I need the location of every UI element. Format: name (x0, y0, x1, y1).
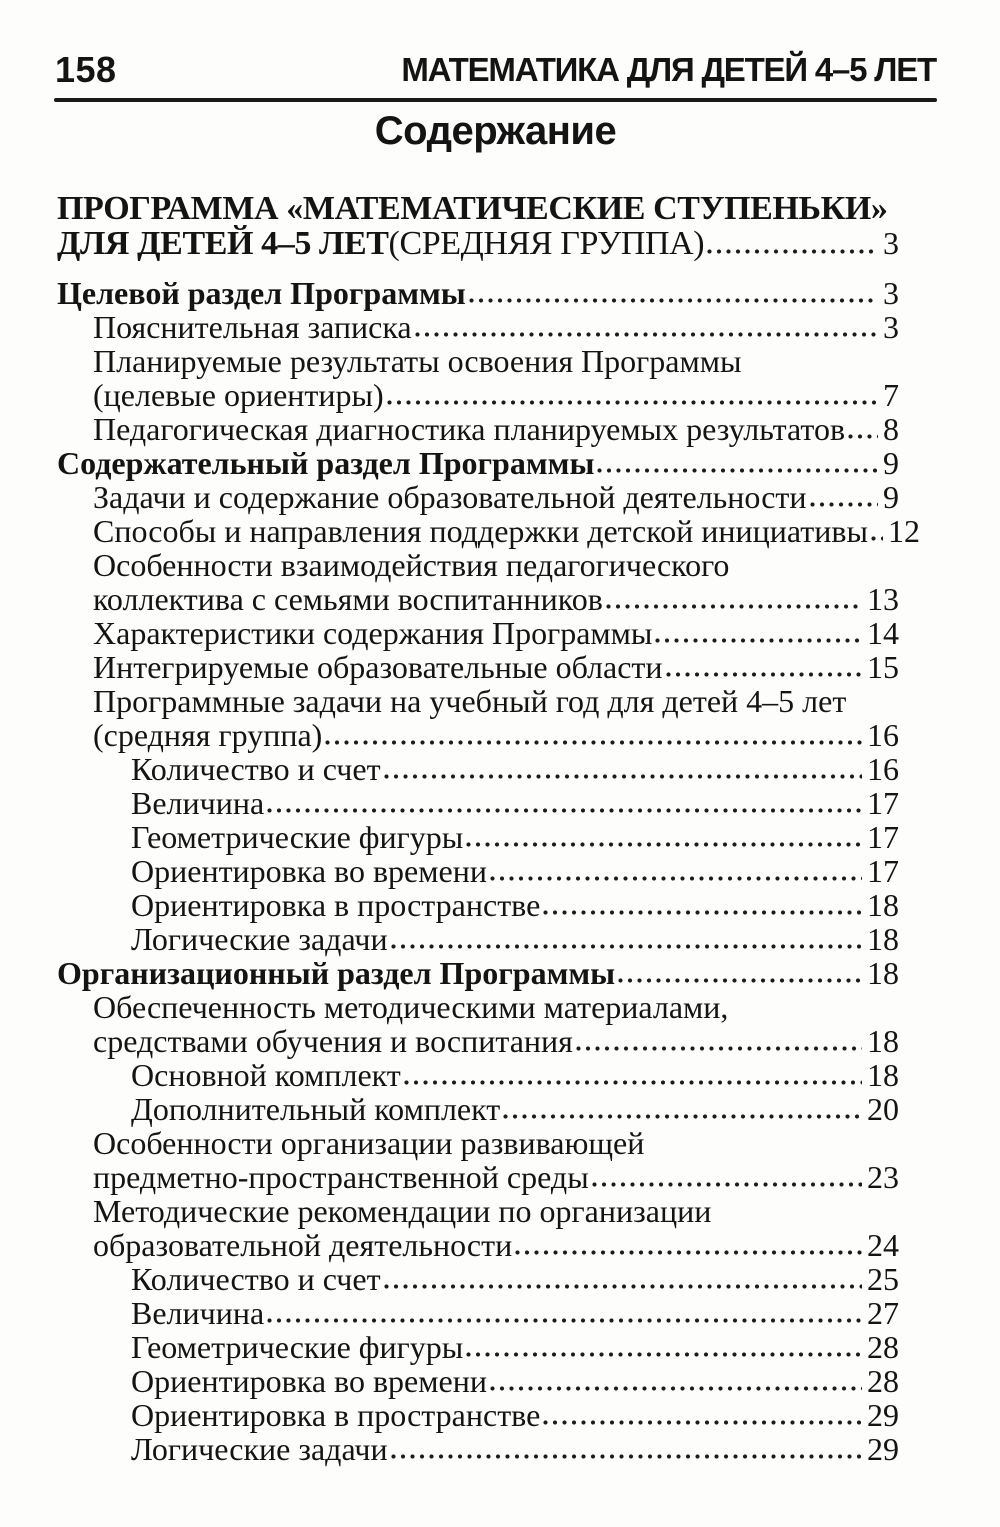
toc-leader-dots (597, 468, 878, 473)
toc-entry (57, 378, 899, 412)
toc-entry (57, 786, 899, 820)
toc-page-number: 18 (867, 921, 899, 957)
toc-entry-label: Величина (131, 785, 265, 821)
toc-entry-label: Обеспеченность методическими материалами, (93, 989, 729, 1025)
toc-page-number: 18 (867, 1023, 899, 1059)
toc-entry (57, 1364, 899, 1398)
toc-page-number: 24 (867, 1227, 899, 1263)
toc-leader-dots (384, 774, 862, 779)
toc-entry (57, 888, 899, 922)
toc-entry (57, 344, 899, 378)
toc-leader-dots (387, 400, 878, 405)
toc-leader-dots (267, 1318, 862, 1323)
toc-page-number: 12 (888, 513, 921, 549)
toc-entry-label: Планируемые результаты освоения Программы (93, 343, 742, 379)
toc-entry-label: Ориентировка во времени (131, 1363, 487, 1399)
toc-entry (57, 1296, 899, 1330)
toc-entry-label: Программные задачи на учебный год для детей 4–5 лет (93, 683, 847, 719)
toc-page-number: 8 (883, 411, 899, 447)
toc-entry-label: Особенности взаимодействия педагогического (93, 547, 730, 583)
toc-entry (57, 1432, 899, 1466)
toc-leader-dots (469, 298, 878, 303)
toc-page-number: 18 (867, 887, 899, 923)
toc-entry-label: Количество и счет (131, 751, 381, 787)
toc-leader-dots (543, 910, 862, 915)
toc-entry-label: Геометрические фигуры (131, 819, 464, 855)
toc-entry (57, 548, 899, 582)
toc-leader-dots (515, 1250, 862, 1255)
toc-entry-label: Логические задачи (131, 1431, 388, 1467)
toc-page-number: 7 (883, 377, 899, 413)
toc-page-number: 18 (867, 955, 899, 991)
toc-page-number: 17 (867, 819, 899, 855)
toc-entry (57, 192, 899, 226)
toc-page-number: 14 (867, 615, 899, 651)
toc-leader-dots (606, 604, 862, 609)
toc (57, 190, 921, 1467)
toc-entry-label: Геометрические фигуры (131, 1329, 464, 1365)
folio-page-number: 158 (55, 49, 117, 90)
toc-page-number: 27 (867, 1295, 899, 1331)
toc-entry-label: Задачи и содержание образовательной деятельности (93, 479, 807, 515)
toc-leader-dots (404, 1080, 862, 1085)
toc-entry (57, 1330, 899, 1364)
toc-page-number: 15 (867, 649, 899, 685)
toc-page-number: 3 (883, 275, 899, 311)
toc-entry-label: предметно-пространственной среды (93, 1159, 589, 1195)
toc-leader-dots (871, 536, 883, 541)
toc-page-number: 9 (883, 445, 899, 481)
toc-entry (57, 446, 899, 480)
toc-entry (57, 820, 899, 854)
toc-leader-dots (592, 1182, 862, 1187)
toc-entry-label: ПРОГРАММА «МАТЕМАТИЧЕСКИЕ СТУПЕНЬКИ» (57, 190, 888, 227)
toc-entry-label: Дополнительный комплект (131, 1091, 501, 1127)
toc-entry (57, 1194, 899, 1228)
running-title: МАТЕМАТИКА ДЛЯ ДЕТЕЙ 4–5 ЛЕТ (401, 51, 936, 88)
toc-leader-dots (666, 672, 862, 677)
toc-entry-label: Методические рекомендации по организации (93, 1193, 712, 1229)
toc-entry (57, 616, 899, 650)
toc-entry (57, 1228, 899, 1262)
toc-leader-dots (810, 502, 879, 507)
toc-entry-label: Величина (131, 1295, 265, 1331)
toc-entry-label: Логические задачи (131, 921, 388, 957)
toc-entry (57, 582, 899, 616)
toc-entry-label: Интегрируемые образовательные области (93, 649, 663, 685)
toc-entry (57, 854, 899, 888)
toc-leader-dots (391, 944, 862, 949)
toc-page-number: 16 (867, 717, 899, 753)
toc-entry-label: (средняя группа) (93, 717, 323, 753)
toc-entry-label: образовательной деятельности (93, 1227, 513, 1263)
header-rule (54, 98, 937, 102)
toc-entry-label: Ориентировка в пространстве (131, 887, 541, 923)
toc-entry (57, 276, 899, 310)
toc-page-number: 18 (867, 1057, 899, 1093)
toc-page-number: 20 (867, 1091, 899, 1127)
page-title: Содержание (374, 109, 617, 153)
toc-entry (57, 1092, 899, 1126)
toc-entry-label: Пояснительная записка (93, 309, 412, 345)
toc-entry (57, 513, 921, 549)
toc-page-number: 25 (867, 1261, 899, 1297)
toc-entry-label: Способы и направления поддержки детской инициативы (93, 513, 869, 549)
toc-leader-dots (618, 978, 862, 983)
toc-entry-label: Целевой раздел Программы (57, 275, 466, 311)
toc-entry (57, 684, 899, 718)
toc-leader-dots (503, 1114, 862, 1119)
toc-entry (57, 650, 899, 684)
toc-page-number: 29 (867, 1431, 899, 1467)
toc-entry (57, 1058, 899, 1092)
toc-entry (57, 990, 899, 1024)
toc-entry (57, 1126, 899, 1160)
toc-leader-dots (490, 1386, 862, 1391)
toc-entry-label: средствами обучения и воспитания (93, 1023, 573, 1059)
toc-page-number: 3 (883, 225, 899, 261)
toc-entry (57, 718, 899, 752)
toc-entry (57, 752, 899, 786)
toc-entry-label: Особенности организации развивающей (93, 1125, 645, 1161)
toc-page-number: 17 (867, 785, 899, 821)
toc-entry-label: Педагогическая диагностика планируемых результатов (93, 411, 846, 447)
toc-entry-label: коллектива с семьями воспитанников (93, 581, 603, 617)
toc-entry-label: (целевые ориентиры) (93, 377, 384, 413)
toc-entry-label: Основной комплект (131, 1057, 401, 1093)
toc-leader-dots (466, 1352, 862, 1357)
toc-leader-dots (543, 1420, 862, 1425)
toc-leader-dots (267, 808, 862, 813)
toc-leader-dots (707, 249, 878, 254)
toc-leader-dots (391, 1454, 862, 1459)
toc-entry (57, 226, 899, 261)
toc-entry (57, 1262, 899, 1296)
toc-leader-dots (576, 1046, 862, 1051)
toc-leader-dots (415, 332, 878, 337)
toc-page-number: 9 (883, 479, 899, 515)
toc-entry (57, 922, 899, 956)
toc-page-number: 16 (867, 751, 899, 787)
toc-page-number: 3 (883, 309, 899, 345)
toc-page-number: 23 (867, 1159, 899, 1195)
toc-leader-dots (466, 842, 862, 847)
toc-entry (57, 480, 899, 514)
toc-entry-label-suffix: (СРЕДНЯЯ ГРУППА) (388, 225, 705, 262)
toc-leader-dots (384, 1284, 862, 1289)
toc-entry-label: Организационный раздел Программы (57, 955, 616, 991)
toc-entry-label: Ориентировка во времени (131, 853, 487, 889)
toc-entry (57, 1160, 899, 1194)
toc-leader-dots (490, 876, 862, 881)
toc-entry-label: Количество и счет (131, 1261, 381, 1297)
page-header (55, 49, 936, 90)
toc-entry-label: Ориентировка в пространстве (131, 1397, 541, 1433)
toc-entry (57, 956, 899, 990)
toc-entry-label: Характеристики содержания Программы (93, 615, 653, 651)
toc-entry (57, 412, 899, 446)
toc-leader-dots (325, 740, 862, 745)
toc-page-number: 17 (867, 853, 899, 889)
toc-entry (57, 1398, 899, 1432)
toc-entry-label: ДЛЯ ДЕТЕЙ 4–5 ЛЕТ (57, 225, 389, 262)
toc-leader-dots (848, 434, 878, 439)
toc-entry (57, 1024, 899, 1058)
toc-entry-label: Содержательный раздел Программы (57, 445, 595, 481)
toc-page-number: 28 (867, 1329, 899, 1365)
toc-entry (57, 310, 899, 344)
toc-leader-dots (655, 638, 862, 643)
toc-page-number: 28 (867, 1363, 899, 1399)
toc-page-number: 29 (867, 1397, 899, 1433)
toc-page-number: 13 (867, 581, 899, 617)
